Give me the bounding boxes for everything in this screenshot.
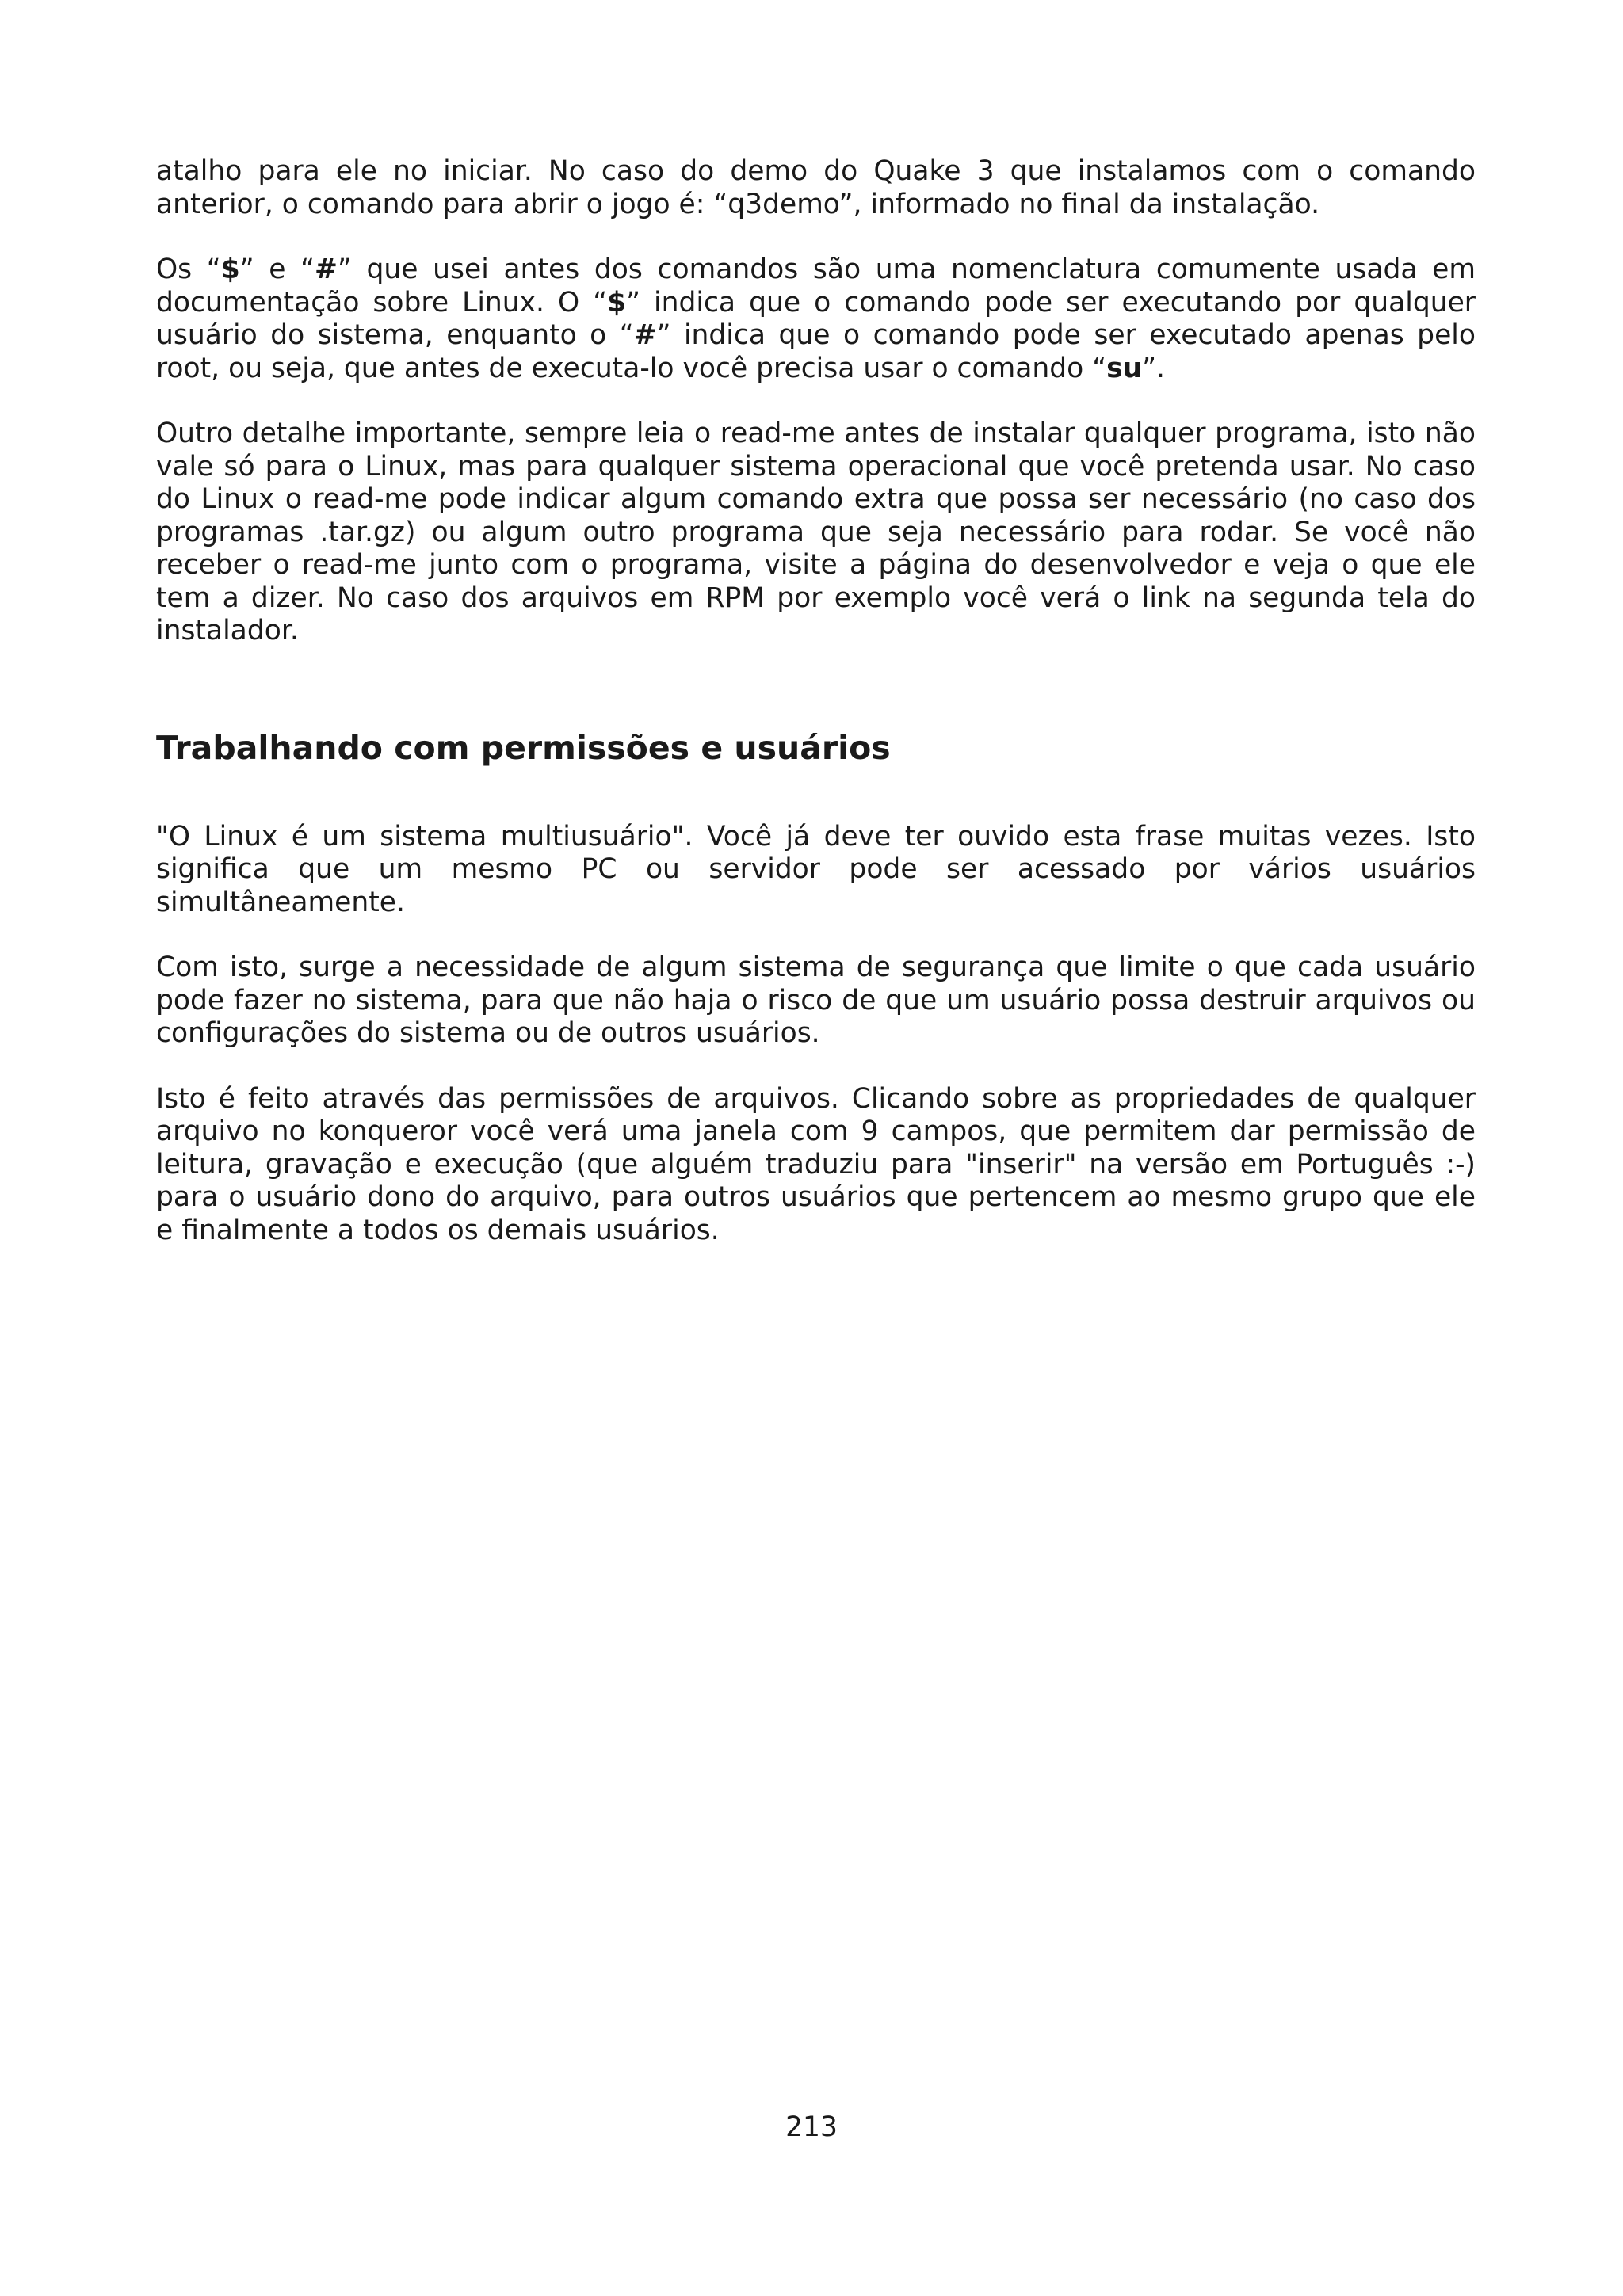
bold-text: $ bbox=[607, 286, 627, 318]
paragraph bbox=[156, 254, 1476, 385]
text-run: atalho para ele no iniciar. No caso do demo do Quake 3 que instalamos com o comando anterior, o comando para abrir o jogo é: “q3demo”, informado no final da instalação. bbox=[156, 155, 1476, 220]
text-run: ” indica que o comando pode ser executado apenas pelo root, ou seja, que antes de executa-lo você precisa usar o comando “ bbox=[156, 319, 1476, 384]
text-run: ”. bbox=[1142, 352, 1166, 384]
paragraph bbox=[156, 952, 1476, 1051]
bold-text: # bbox=[633, 319, 657, 351]
bold-text: # bbox=[315, 254, 338, 285]
text-run: Outro detalhe importante, sempre leia o read-me antes de instalar qualquer programa, isto não vale só para o Linux, mas para qualquer sistema operacional que você pretenda usar. No caso do Linux o read-me pode indicar algum comando extra que possa ser necessário (no caso dos programas .tar.gz) ou algum outro programa que seja necessário para rodar. Se você não receber o read-me junto com o programa, visite a página do desenvolvedor e veja o que ele tem a dizer. No caso dos arquivos em RPM por exemplo você verá o link na segunda tela do instalador. bbox=[156, 418, 1476, 646]
paragraph bbox=[156, 418, 1476, 648]
intro-paragraphs bbox=[156, 155, 1476, 648]
section-paragraphs bbox=[156, 821, 1476, 1248]
paragraph bbox=[156, 821, 1476, 920]
section-heading: Trabalhando com permissões e usuários bbox=[156, 728, 891, 767]
text-run: Os “ bbox=[156, 254, 221, 285]
text-run: ” indica que o comando pode ser executando por qualquer usuário do sistema, enquanto o “ bbox=[156, 286, 1476, 351]
page-number: 213 bbox=[785, 2111, 838, 2143]
text-run: Isto é feito através das permissões de arquivos. Clicando sobre as propriedades de qualquer arquivo no konqueror você verá uma janela com 9 campos, que permitem dar permissão de leitura, gravação e execução (que alguém traduziu para "inserir" na versão em Português :-) para o usuário dono do arquivo, para outros usuários que pertencem ao mesmo grupo que ele e finalmente a todos os demais usuários. bbox=[156, 1082, 1476, 1246]
bold-text: $ bbox=[220, 254, 240, 285]
paragraph bbox=[156, 155, 1476, 221]
paragraph bbox=[156, 1083, 1476, 1248]
bold-text: su bbox=[1106, 352, 1143, 384]
text-run: Com isto, surge a necessidade de algum sistema de segurança que limite o que cada usuário pode fazer no sistema, para que não haja o risco de que um usuário possa destruir arquivos ou configurações do sistema ou de outros usuários. bbox=[156, 952, 1476, 1049]
page-body bbox=[156, 155, 1476, 1280]
text-run: ” e “ bbox=[239, 254, 315, 285]
text-run: ” que usei antes dos comandos são uma nomenclatura comumente usada em documentação sobre Linux. O “ bbox=[156, 254, 1476, 318]
text-run: "O Linux é um sistema multiusuário". Você já deve ter ouvido esta frase muitas vezes. Isto significa que um mesmo PC ou servidor pode ser acessado por vários usuários simultâneamente. bbox=[156, 820, 1476, 918]
